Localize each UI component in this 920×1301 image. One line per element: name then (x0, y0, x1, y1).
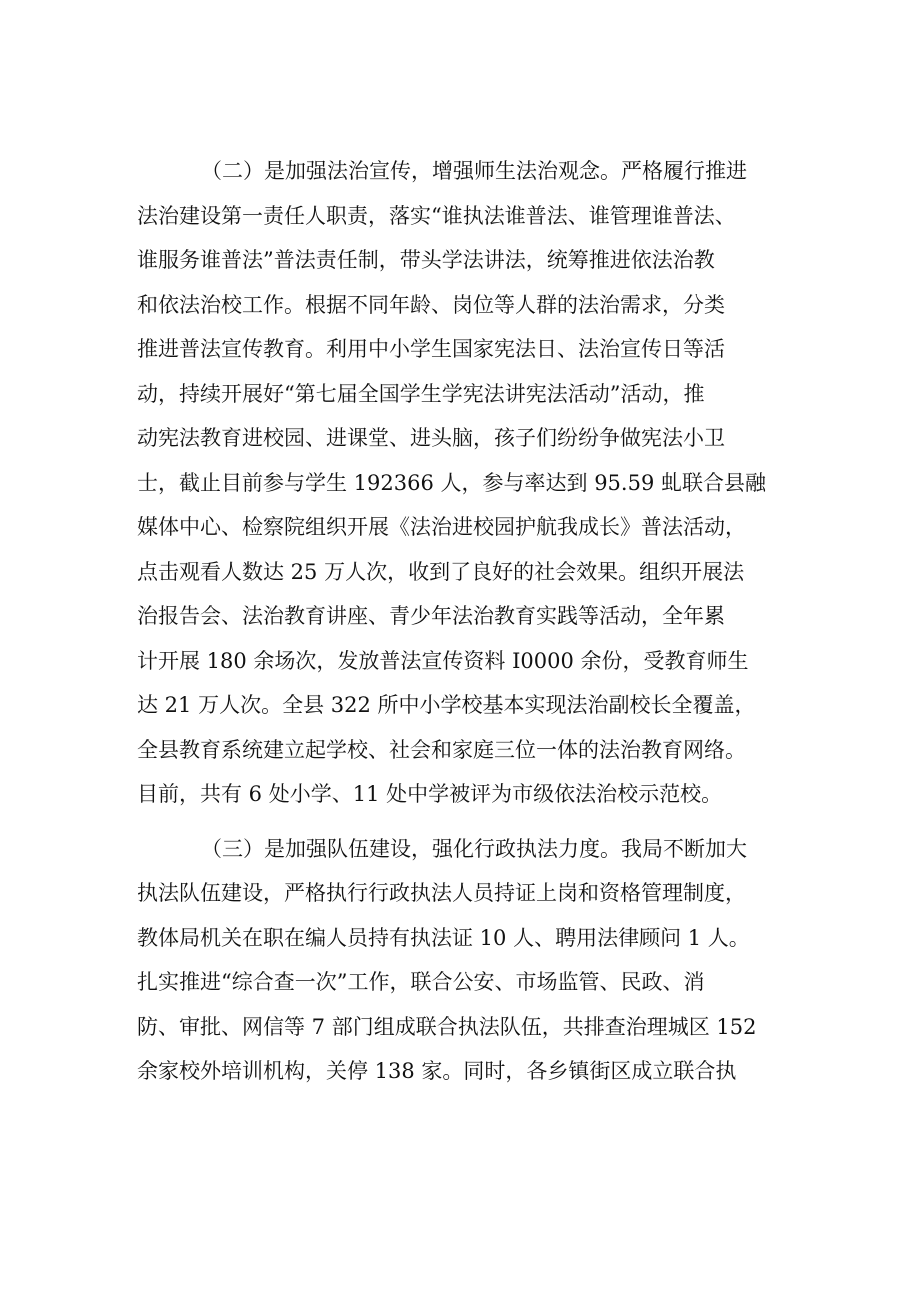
text-line: 点击观看人数达 25 万人次，收到了良好的社会效果。组织开展法 (137, 560, 745, 584)
text-line: 和依法治校工作。根据不同年龄、岗位等人群的法治需求，分类 (137, 293, 725, 317)
text-line: 扎实推进“综合查一次”工作，联合公安、市场监管、民政、消 (137, 970, 705, 994)
text-line: 教体局机关在职在编人员持有执法证 10 人、聘用法律顾问 1 人。 (137, 926, 750, 950)
text-line: 防、审批、网信等 7 部门组成联合执法队伍，共排查治理城区 152 (137, 1015, 757, 1039)
text-line: 执法队伍建设，严格执行行政执法人员持证上岗和资格管理制度， (137, 881, 746, 905)
text-line: 达 21 万人次。全县 322 所中小学校基本实现法治副校长全覆盖， (137, 693, 756, 717)
text-line: 动，持续开展好“第七届全国学生学宪法讲宪法活动”活动，推 (137, 382, 705, 406)
text-line: 动宪法教育进校园、进课堂、进头脑，孩子们纷纷争做宪法小卫 (137, 426, 725, 450)
text-line: 全县教育系统建立起学校、社会和家庭三位一体的法治教育网络。 (137, 738, 746, 762)
text-line: 推进普法宣传教育。利用中小学生国家宪法日、法治宣传日等活 (137, 337, 725, 361)
text-line: 余家校外培训机构，关停 138 家。同时，各乡镇街区成立联合执 (137, 1059, 737, 1083)
text-line: 计开展 180 余场次，发放普法宣传资料 I0000 余份，受教育师生 (137, 649, 749, 673)
text-line: （三）是加强队伍建设，强化行政执法力度。我局不断加大 (201, 837, 747, 861)
text-line: 目前，共有 6 处小学、11 处中学被评为市级依法治校示范校。 (137, 782, 723, 806)
text-line: 士，截止目前参与学生 192366 人，参与率达到 95.59 虬联合县融 (137, 471, 766, 495)
text-line: 治报告会、法治教育讲座、青少年法治教育实践等活动，全年累 (137, 604, 725, 628)
text-line: 法治建设第一责任人职责，落实“谁执法谁普法、谁管理谁普法、 (137, 204, 736, 228)
text-line: 谁服务谁普法”普法责任制，带头学法讲法，统筹推进依法治教 (137, 248, 715, 272)
text-line: 媒体中心、检察院组织开展《法治进校园护航我成长》普法活动， (137, 515, 746, 539)
text-line: （二）是加强法治宣传，增强师生法治观念。严格履行推进 (201, 159, 747, 183)
